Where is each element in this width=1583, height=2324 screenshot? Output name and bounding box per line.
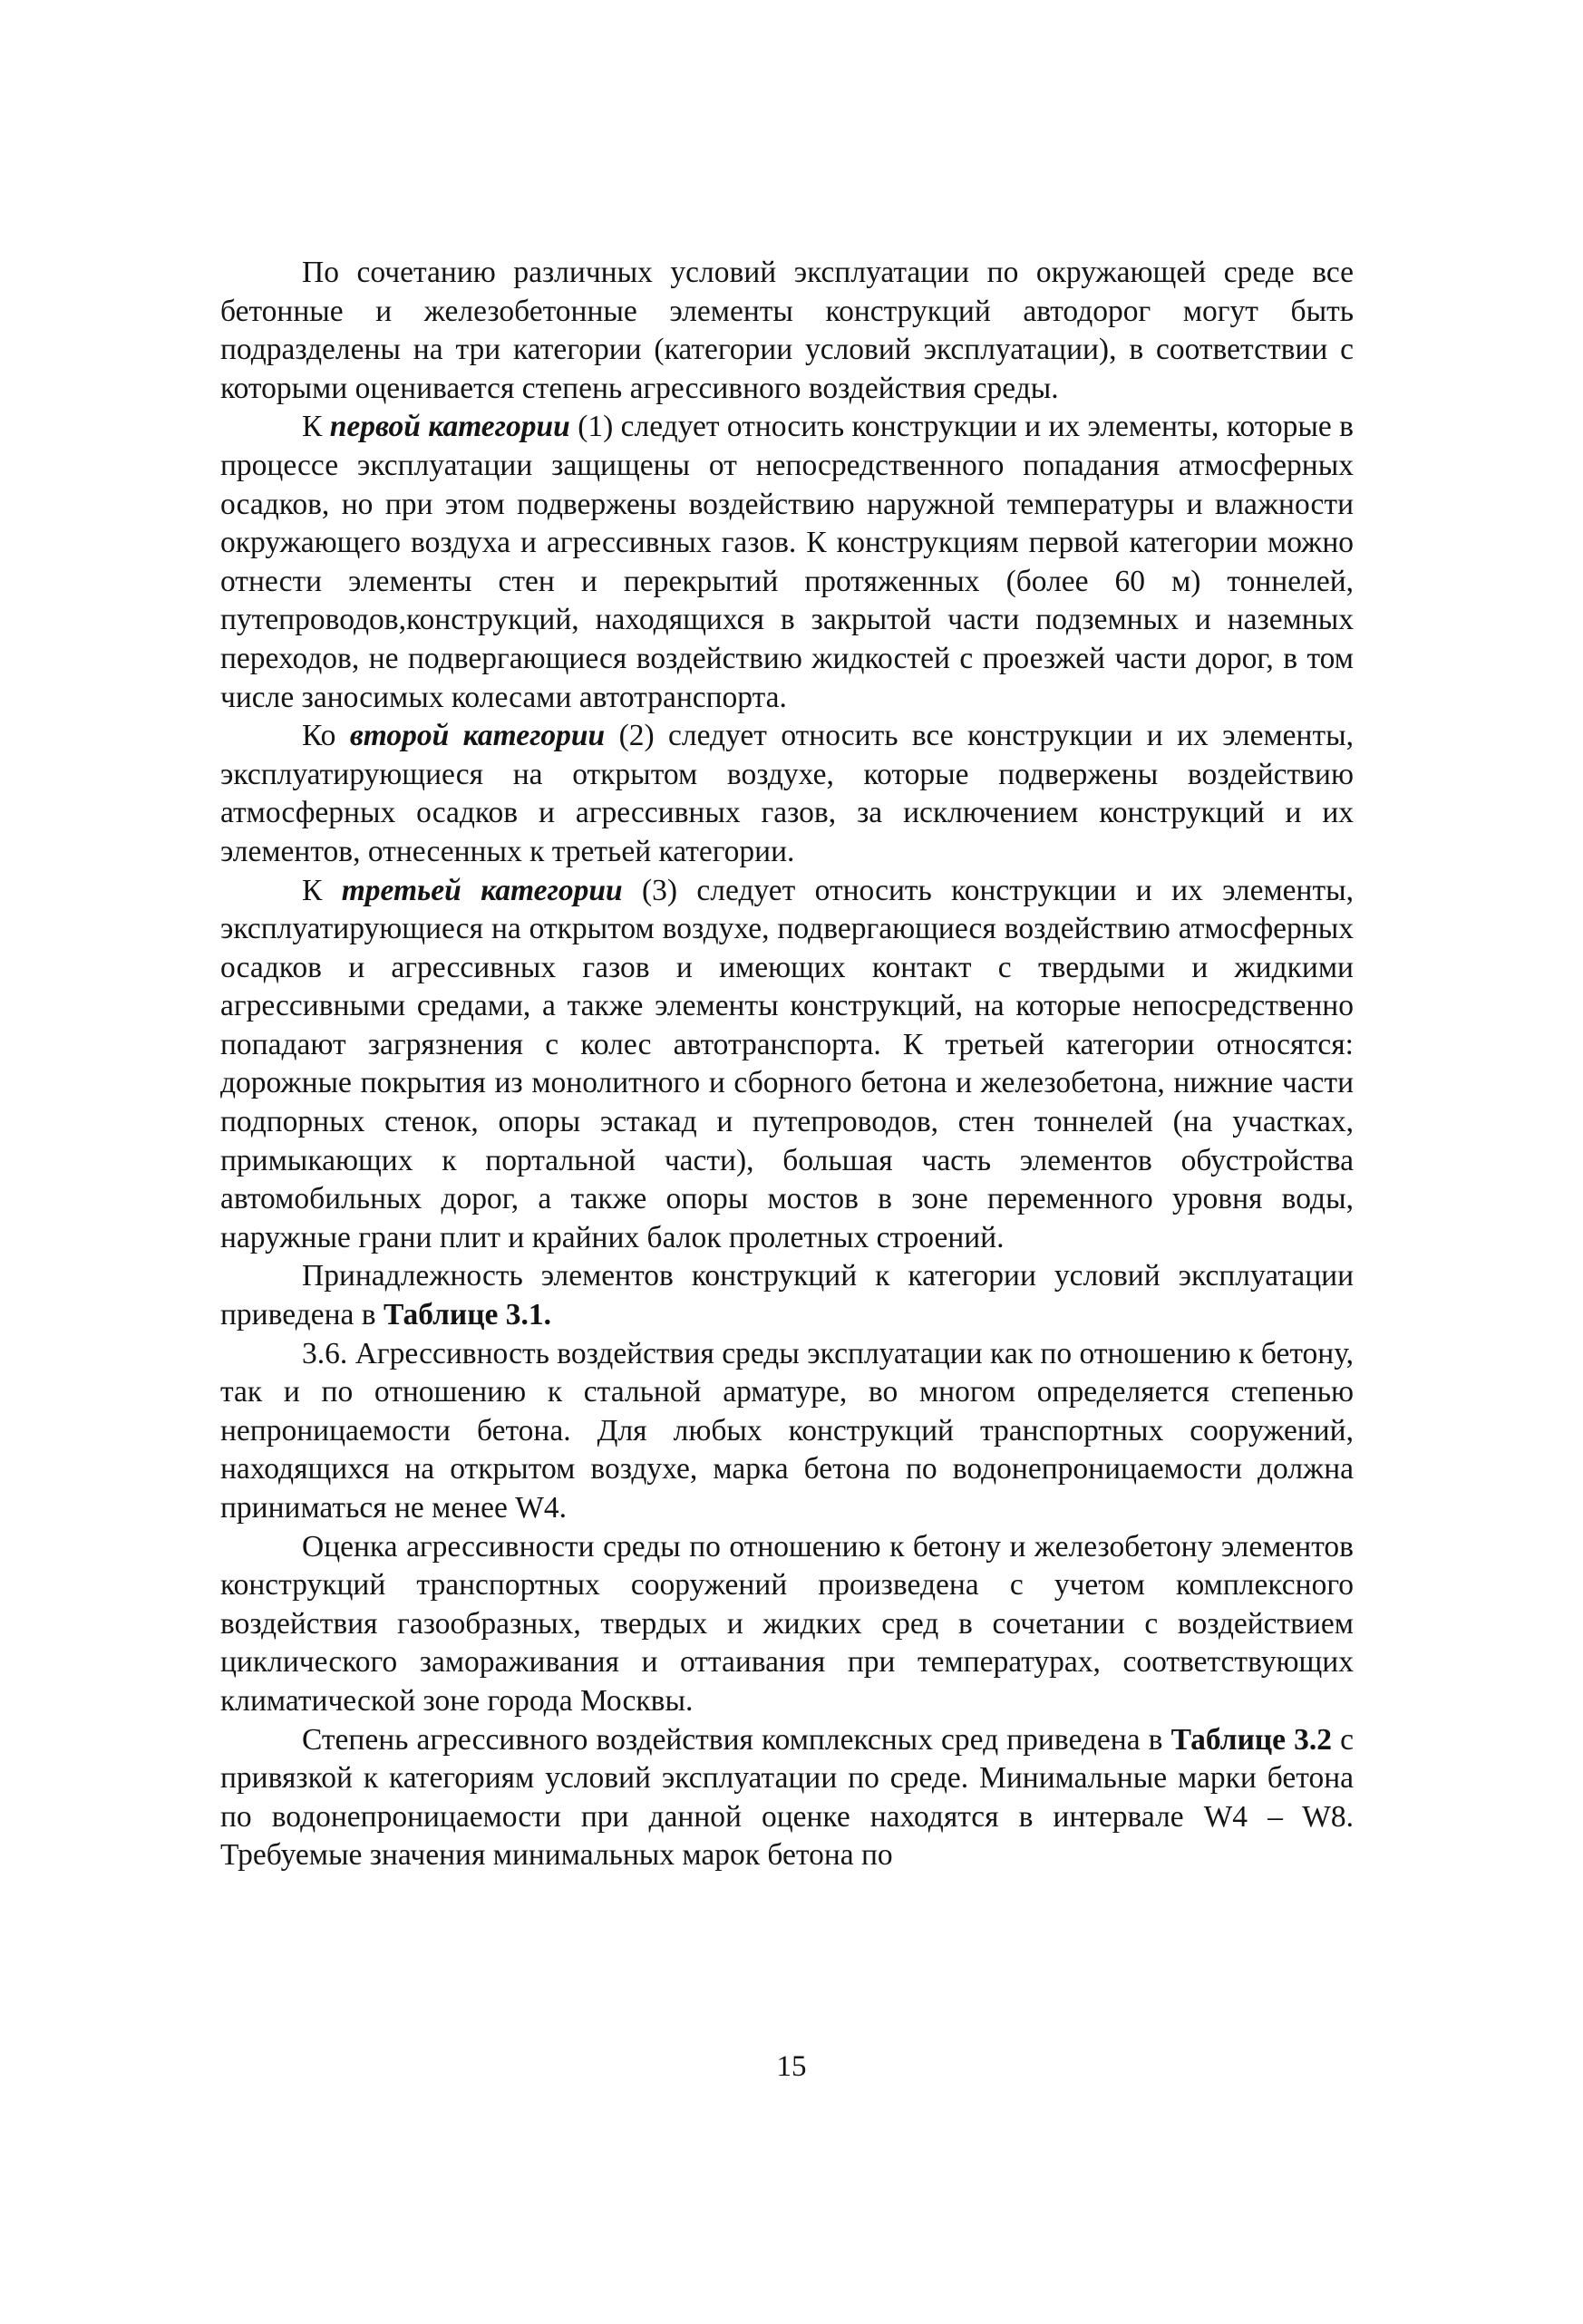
paragraph-table-3-2-reference — [220, 1721, 1354, 1875]
paragraph-aggressiveness-assessment — [220, 1528, 1354, 1721]
paragraph-table-3-1-reference — [220, 1257, 1354, 1334]
paragraph-aggressiveness-assessment-text: Оценка агрессивности среды по отношению к бетону и железобетону элементов конструкций транспортных сооружений произведена с учетом комплексного воздействия газообразных, твердых и жидких сред в сочетании с воздействием циклического замораживания и оттаивания при температурах, соответствующих климатической зоне города Москвы. — [220, 1529, 1354, 1718]
paragraph-category-2-text: (2) следует относить все конструкции и их элементы, эксплуатирующиеся на открытом воздухе, которые подвержены воздействию атмосферных осадков и агрессивных газов, за исключением конструкций и их элементов, отнесенных к третьей категории. — [220, 719, 1354, 868]
paragraph-category-3 — [220, 872, 1354, 1258]
paragraph-section-3-6 — [220, 1335, 1354, 1528]
paragraph-table-3-2-text: с привязкой к категориям условий эксплуатации по среде. Минимальные марки бетона по водонепроницаемости при данной оценке находятся в интервале W4 – W8. Требуемые значения минимальных марок бетона по — [220, 1722, 1354, 1873]
paragraph-table-3-1-text: Принадлежность элементов конструкций к категории условий эксплуатации приведена в — [220, 1259, 1354, 1332]
paragraph-intro-text: По сочетанию различных условий эксплуатации по окружающей среде все бетонные и железобетонные элементы конструкций автодорог могут быть подразделены на три категории (категории условий эксплуатации), в соответствии с которыми оценивается степень агрессивного воздействия среды. — [220, 256, 1354, 405]
table-3-2-reference: Таблице 3.2 — [1170, 1722, 1333, 1757]
paragraph-category-3-text: (3) следует относить конструкции и их элементы, эксплуатирующиеся на открытом воздухе, подвергающиеся воздействию атмосферных осадков и агрессивных газов и имеющих контакт с твердыми и жидкими агрессивными средами, а также элементы конструкций, на которые непосредственно попадают загрязнения с колес автотранспорта. К третьей категории относятся: дорожные покрытия из монолитного и сборного бетона и железобетона, нижние части подпорных стенок, опоры эстакад и путепроводов, стен тоннелей (на участках, примыкающих к портальной части), большая часть элементов обустройства автомобильных дорог, а также опоры мостов в зоне переменного уровня воды, наружные грани плит и крайних балок пролетных строений. — [220, 873, 1354, 1254]
paragraph-category-1 — [220, 408, 1354, 717]
paragraph-category-2-lead: Ко — [302, 719, 350, 753]
paragraph-intro — [220, 254, 1354, 408]
category-1-term: первой категории — [329, 410, 570, 444]
page-number: 15 — [776, 2050, 807, 2083]
paragraph-category-1-text: (1) следует относить конструкции и их элементы, которые в процессе эксплуатации защищены от непосредственного попадания атмосферных осадков, но при этом подвержены воздействию наружной температуры и влажности окружающего воздуха и агрессивных газов. К конструкциям первой категории можно отнести элементы стен и перекрытий протяженных (более 60 м) тоннелей, путепроводов,конструкций, находящихся в закрытой части подземных и наземных переходов, не подвергающиеся воздействию жидкостей с проезжей части дорог, в том числе заносимых колесами автотранспорта. — [220, 410, 1354, 714]
table-3-1-reference: Таблице 3.1. — [383, 1298, 552, 1332]
category-3-term: третьей категории — [341, 873, 623, 907]
paragraph-category-3-lead: К — [302, 873, 342, 907]
paragraph-category-2 — [220, 717, 1354, 871]
category-2-term: второй категории — [349, 719, 606, 753]
paragraph-table-3-2-lead: Степень агрессивного воздействия комплексных сред приведена в — [302, 1722, 1171, 1757]
paragraph-category-1-lead: К — [302, 410, 330, 444]
paragraph-section-3-6-text: 3.6. Агрессивность воздействия среды эксплуатации как по отношению к бетону, так и по отношению к стальной арматуре, во многом определяется степенью непроницаемости бетона. Для любых конструкций транспортных сооружений, находящихся на открытом воздухе, марка бетона по водонепроницаемости должна приниматься не менее W4. — [220, 1336, 1354, 1525]
document-body — [220, 254, 1354, 1875]
